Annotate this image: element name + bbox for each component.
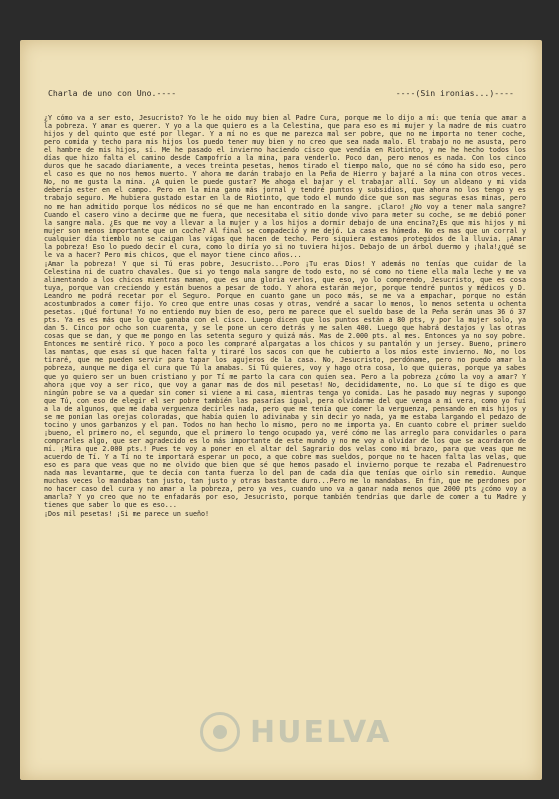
watermark-text: HUELVA bbox=[250, 714, 392, 750]
header-title: Charla de uno con Uno.---- bbox=[48, 88, 177, 98]
paragraph-1: ¿Y cómo va a ser esto, Jesucristo? Yo le he oido muy bien al Padre Cura, porque me lo dijo a mí: que tenía que amar a la pobreza. Y amar es querer. Y yo a la que quiero es a la Celestina, que para eso es mi mujer y la madre de mis cuatro hijos y del quinto que esté por llegar. Y a mí no es que me parezca mal ser pobre, que no me importa no tener coche, pero comida y techo para mis hijos los puedo tener muy bien y no creo que sea nada malo. El trabajo no me asusta, pero el hambre de mis hijos, sí. Me he pasado el invierno haciendo cisco que vendía en Riotinto, y me he hecho todos los días que hizo falta el camino desde Campofrío a la mina, para venderlo. Poco dan, pero menos es nada. Con los cinco duros que he sacado diariamente, a veces treinta pesetas, hemos tirado el tiempo malo, que no sé cómo ha sido eso, pero el caso es que no nos hemos muerto. Y ahora me darán trabajo en la Peña de Hierro y bajaré a la mina con otros veces. No, no me gusta la mina. ¿A quien le puede gustar? Me ahoga el bajar y el trabajar allí. Soy un aldeano y mi vida debería ester en el campo. Pero en la mina gano más jornal y tendré puntos y subsidios, que ahora no los tengo y es trabajo seguro. Me hubiera gustado estar en la de Riotinto, que todo el mundo dice que son mas seguras esas minas, pero no me han admitido porque los médicos no sé que me han encontrado en la sangre. ¡Claro! ¿No voy a tener mala sangre? Cuando el casero vino a decirme que me fuera, que necesitaba el sitio donde vivo para meter su coche, se me debió poner la sangre mala. ¿Es que me voy a llevar a la mujer y a los hijos a dormir debajo de una encina?¿Es que mis hijos y mi mujer son menos importante que un coche? Al final se compadeció y me dejó. La casa es húmeda. No es mas que un corral y cualquier día tiemblo no se caigan las vigas que hacen de techo. Pero siquiera estamos protegidos de la lluvia. ¡Amar la pobreza! Eso lo puedo decir el cura, como lo diría yo si no tuviera hijos. Debajo de un árbol duermo y ¡hala!¿qué se le va a hacer? Pero mis chicos, que el mayor tiene cinco años... bbox=[44, 114, 526, 259]
seal-icon bbox=[200, 712, 240, 752]
header-subtitle: ----(Sin ironias...)---- bbox=[395, 88, 514, 98]
paragraph-3: ¡Dos mil pesetas! ¡Si me parece un sueño! bbox=[44, 510, 210, 519]
paragraph-2: ¡Amar la pobreza! Y que si Tú eras pobre, Jesucristo...Poro ¡Tu eras Dios! Y además no tenías que cuidar de la Celestina ni de cuatro chavales. Que si yo tengo mala sangre de todo esto, no sé como no tiene ella mala leche y me va alimentando a los chicos mientras maman, que es una gloria verlos, que eso, yo lo comprendo, Jesucristo, que es cosa tuya, porque van creciendo y están buenos a pesar de todo. Y ahora estarán mejor, porque tendré puntos y médicos y D. Leandro me podrá recetar por el Seguro. Porque en cuanto gane un poco más, se me va a empachar, porque no están acostumbrados a comer fijo. Yo creo que entre unas cosas y otras, vendré a sacar lo menos, lo menos setenta u ochenta pesetas. ¡Qué fortuna! Yo no entiendo muy bien de eso, pero me parece que el sueldo base de la Peña serán unas 36 ó 37 pts. Ya es es más que lo que ganaba con el cisco. Luego dicen que los puntos están a 80 pts, y por la mujer solo, ya dan 5. Cinco por ocho son cuarenta, y se le pone un cero detrás y me salen 400. Luego que habrá destajos y las otras cosas que se dan, y que me pongo en las setenta seguro y quizá más. Mas de 2.000 pts. al mes. Entonces ya no soy pobre. Entonces me sentiré rico. Y poco a poco les compraré alpargatas a los chicos y su pantalón y un jersey. Bueno, primero las mantas, que esas sí que hacen falta y tiraré los sacos con que he cubierto a los míos este invierno. No, no los tiraré, que me pueden servir para tapar los agujeros de la casa. No, Jesucristo, perdóname, pero no puedo amar la pobreza, aunque me diga el cura que Tú la amabas. Si Tú quieres, voy y hago otra cosa, lo que quieras, porque ya sabes que yo quiero ser un buen cristiano y por Tí me parto la cara con quien sea. Pero a la pobreza ¿cómo la voy a amar? Y ahora ¡que voy a ser rico, que voy a ganar mas de dos mil pesetas! No, decididamente, no. Lo que sí te digo es que ningún pobre se va a quedar sin comer si viene a mi casa, mientras tenga yo comida. Las he pasado muy negras y supongo que Tú, con eso de elegir el ser pobre también las pasarías igual, pera olvidarme del que venga a mi vera, como yo fuí a la de algunos, que me daba verguenza decirles nada, pero que me tenía que comer la verguenza, pensando en mis hijos y se me ponían las orejas coloradas, que había quien lo adivinaba y sin decir yo nada, ya me estaba largando el pedazo de tocino y unos garbanzos y el pan. Todos no han hecho lo mismo, pero no me importa ya. En cuanto cobre el primer sueldo ¡bueno, el primero no, el segundo, que el primero lo tengo ocupado ya, veré cómo me las arreglo para convidarles o para comprarles algo, que ser agradecido es lo más importante de este mundo y no me voy a olvidar de los que se acordaron de mí. ¡Mira que 2.000 pts.! Pues te voy a poner en el altar del Sagrario dos velas como mi brazo, para que veas que me acuerdo de Tí. Y a Tí no te importará esperar un poco, a que cobre mas sueldos, porque no te hacen falta las velas, que eso es para que veas que no me olvido que bien que sé que hemos pasado el invierno porque te rezaba el Padrenuestro nada mas levantarme, que te decía con tanta fuerza lo del pan de cada día que tenías que oirlo sin remedio. Aunque muchas veces lo mandabas tan justo, tan justo y otras bastante duro...Pero me lo mandabas. En fin, que me perdones por no hacer caso del cura y no amar a la pobreza, pero ya ves, cuando uno va a ganar nada menos que 2000 pts ¿cómo voy a amarla? Y yo creo que no te enfadarás por eso, Jesucristo, porque también tendrías que darle de comer a tu Madre y tienes que saber lo que es eso... bbox=[44, 259, 526, 510]
document-body bbox=[44, 114, 526, 519]
archive-watermark bbox=[200, 712, 391, 752]
document-page bbox=[20, 40, 542, 780]
document-header bbox=[48, 88, 514, 98]
